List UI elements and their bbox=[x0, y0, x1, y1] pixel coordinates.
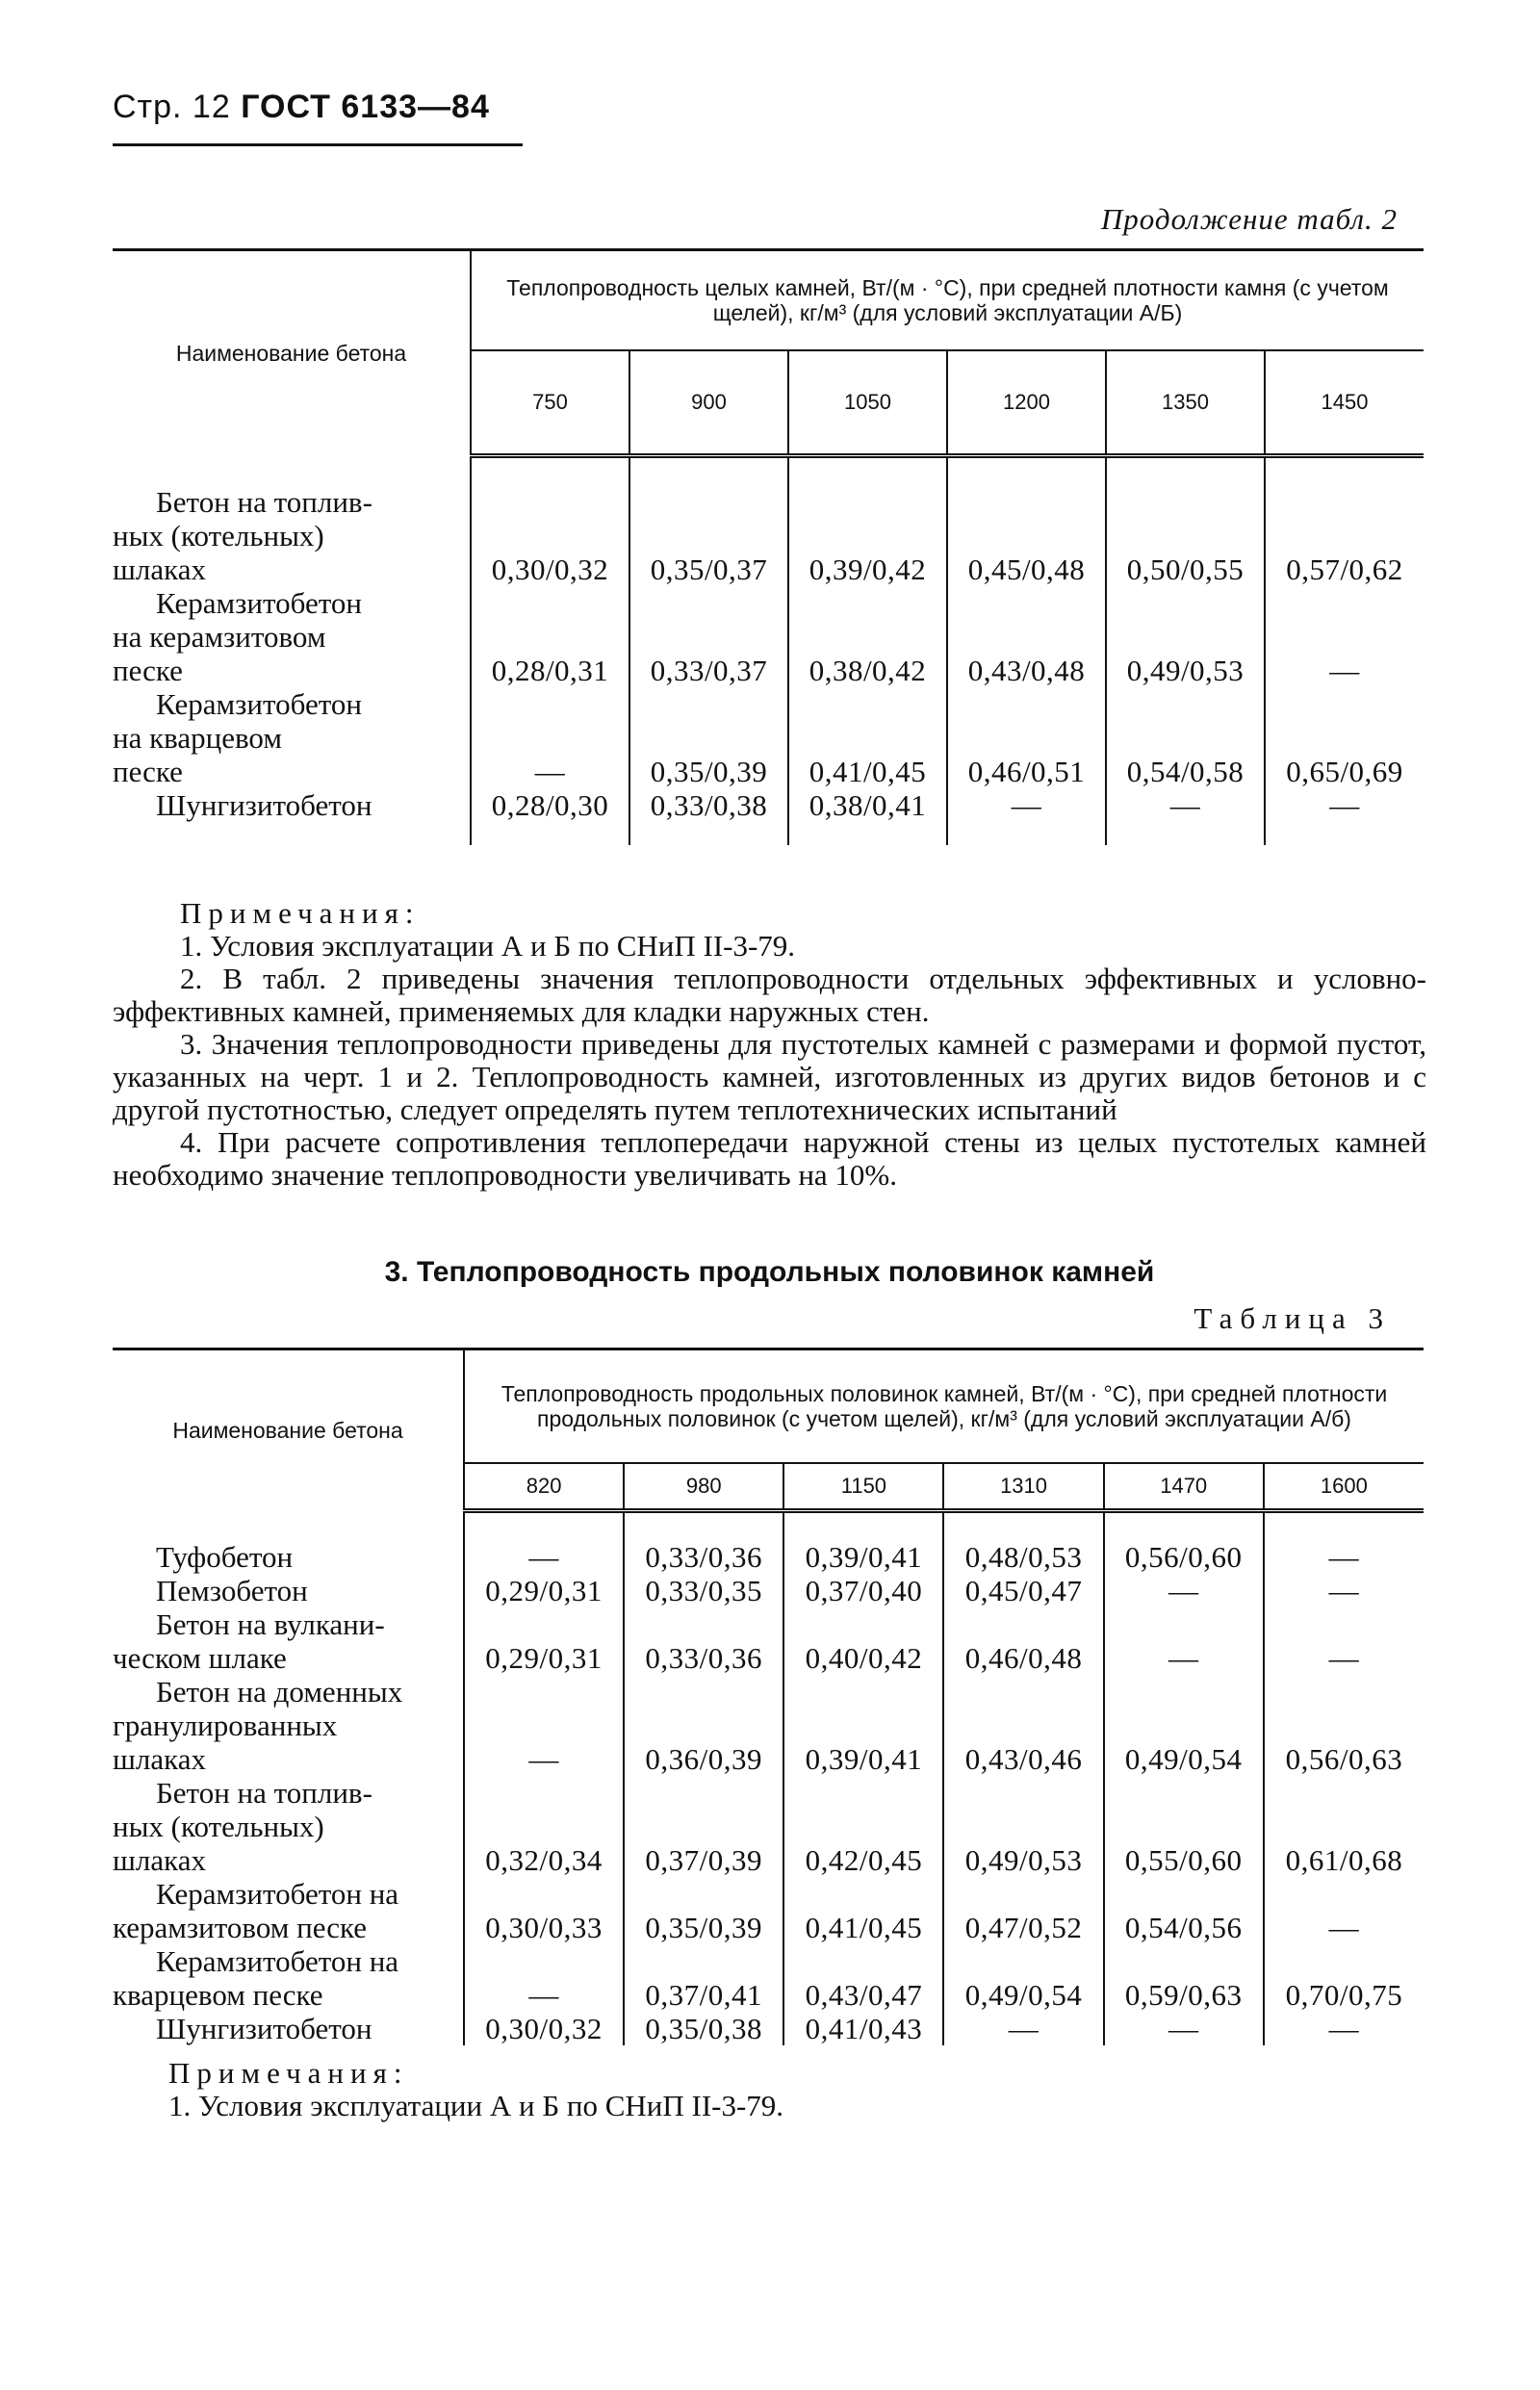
page-header bbox=[113, 89, 523, 146]
table-cell: 0,43/0,48 bbox=[947, 586, 1106, 687]
table-cell: — bbox=[1106, 788, 1265, 822]
table-cell: 0,56/0,60 bbox=[1104, 1540, 1264, 1574]
table3-density-header: 1470 bbox=[1104, 1463, 1264, 1511]
table-cell: 0,70/0,75 bbox=[1264, 1944, 1424, 2012]
table-cell: 0,56/0,63 bbox=[1264, 1675, 1424, 1776]
table-cell: 0,41/0,45 bbox=[788, 687, 947, 788]
table-cell: 0,65/0,69 bbox=[1265, 687, 1424, 788]
running-head bbox=[113, 89, 523, 126]
table-cell: 0,35/0,39 bbox=[629, 687, 788, 788]
concrete-name bbox=[113, 687, 471, 788]
table-cell: 0,28/0,30 bbox=[471, 788, 629, 822]
table-cell: 0,45/0,48 bbox=[947, 485, 1106, 586]
concrete-name bbox=[113, 788, 471, 822]
concrete-name bbox=[113, 1607, 464, 1675]
table-cell: — bbox=[1104, 1574, 1264, 1607]
table2-density-header: 900 bbox=[629, 350, 788, 456]
concrete-name bbox=[113, 1540, 464, 1574]
table3-density-header: 1150 bbox=[783, 1463, 943, 1511]
table-cell: 0,33/0,36 bbox=[624, 1540, 783, 1574]
table-cell: 0,48/0,53 bbox=[943, 1540, 1103, 1574]
concrete-name bbox=[113, 1574, 464, 1607]
concrete-name-line: Керамзитобетон bbox=[156, 586, 362, 620]
table2-density-header: 1450 bbox=[1265, 350, 1424, 456]
table-cell: — bbox=[1104, 1607, 1264, 1675]
concrete-name-line: Туфобетон bbox=[156, 1540, 294, 1574]
concrete-name-line: гранулированных bbox=[113, 1709, 338, 1742]
table-row bbox=[113, 1607, 1424, 1675]
table-cell: — bbox=[1264, 1877, 1424, 1944]
table-cell: — bbox=[943, 2012, 1103, 2045]
concrete-name-line: керамзитовом песке bbox=[113, 1911, 368, 1944]
table2-density-header: 1200 bbox=[947, 350, 1106, 456]
table2-density-header: 1350 bbox=[1106, 350, 1265, 456]
table-cell: 0,41/0,43 bbox=[783, 2012, 943, 2045]
concrete-name bbox=[113, 485, 471, 586]
concrete-name-line: Бетон на топлив- bbox=[156, 485, 372, 519]
header-rule bbox=[113, 143, 523, 146]
concrete-name bbox=[113, 1944, 464, 2012]
table2-density-header: 1050 bbox=[788, 350, 947, 456]
concrete-name bbox=[113, 1776, 464, 1877]
table-cell: 0,43/0,47 bbox=[783, 1944, 943, 2012]
table-cell: 0,30/0,32 bbox=[464, 2012, 624, 2045]
table-cell: 0,50/0,55 bbox=[1106, 485, 1265, 586]
concrete-name-line: на кварцевом bbox=[113, 721, 282, 755]
concrete-name-line: шлаках bbox=[113, 553, 206, 586]
concrete-name-line: Пемзобетон bbox=[156, 1574, 308, 1607]
table-cell: 0,41/0,45 bbox=[783, 1877, 943, 1944]
table-cell: — bbox=[464, 1540, 624, 1574]
table-cell: 0,28/0,31 bbox=[471, 586, 629, 687]
concrete-name-line: ных (котельных) bbox=[113, 1810, 324, 1843]
concrete-name-line: шлаках bbox=[113, 1742, 206, 1776]
concrete-name-line: ческом шлаке bbox=[113, 1641, 287, 1675]
table-cell: — bbox=[1265, 586, 1424, 687]
table-cell: 0,35/0,37 bbox=[629, 485, 788, 586]
table-cell: 0,30/0,32 bbox=[471, 485, 629, 586]
table-cell: 0,33/0,35 bbox=[624, 1574, 783, 1607]
table-cell: — bbox=[1104, 2012, 1264, 2045]
table2-group-header: Теплопроводность целых камней, Вт/(м · °С), при средней плотности камня (с учетом щелей), кг/м³ (для условий эксплуатации А/Б) bbox=[471, 250, 1424, 351]
table-row bbox=[113, 687, 1424, 788]
concrete-name-line: на керамзитовом bbox=[113, 620, 326, 654]
table-cell: 0,45/0,47 bbox=[943, 1574, 1103, 1607]
table-cell: 0,42/0,45 bbox=[783, 1776, 943, 1877]
table-cell: 0,54/0,56 bbox=[1104, 1877, 1264, 1944]
table-cell: — bbox=[1264, 1574, 1424, 1607]
concrete-name-line: Бетон на топлив- bbox=[156, 1776, 372, 1810]
table-cell: 0,39/0,42 bbox=[788, 485, 947, 586]
table-cell: — bbox=[1264, 1540, 1424, 1574]
table-row bbox=[113, 1540, 1424, 1574]
table-cell: 0,37/0,40 bbox=[783, 1574, 943, 1607]
notes-heading: Примечания: bbox=[180, 896, 421, 930]
table-cell: 0,38/0,41 bbox=[788, 788, 947, 822]
table-cell: 0,29/0,31 bbox=[464, 1574, 624, 1607]
note-item: 3. Значения теплопроводности приведены для пустотелых камней с размерами и формой пустот, указанных на черт. 1 и 2. Теплопроводность камней, изготовленных из других видов бетонов и с другой пустотностью, следует определять путем теплотехнических испытаний bbox=[113, 1027, 1426, 1126]
concrete-name-line: Керамзитобетон на bbox=[156, 1877, 399, 1911]
table3-name-header: Наименование бетона bbox=[113, 1349, 464, 1511]
concrete-name-line: Керамзитобетон на bbox=[156, 1944, 399, 1978]
table-cell: 0,39/0,41 bbox=[783, 1540, 943, 1574]
table-cell: — bbox=[471, 687, 629, 788]
table-3 bbox=[113, 1348, 1424, 2045]
concrete-name bbox=[113, 1675, 464, 1776]
table2-name-header: Наименование бетона bbox=[113, 250, 471, 456]
table2-density-header: 750 bbox=[471, 350, 629, 456]
table-cell: 0,55/0,60 bbox=[1104, 1776, 1264, 1877]
table-cell: 0,29/0,31 bbox=[464, 1607, 624, 1675]
table-cell: 0,38/0,42 bbox=[788, 586, 947, 687]
note-item: 2. В табл. 2 приведены значения теплопроводности отдельных эффективных и условно-эффективных камней, применяемых для кладки наружных стен. bbox=[113, 962, 1426, 1028]
table3-density-header: 1310 bbox=[943, 1463, 1103, 1511]
concrete-name-line: песке bbox=[113, 654, 183, 687]
table-cell: 0,36/0,39 bbox=[624, 1675, 783, 1776]
table-row bbox=[113, 1675, 1424, 1776]
table-row bbox=[113, 485, 1424, 586]
table-cell: 0,39/0,41 bbox=[783, 1675, 943, 1776]
concrete-name-line: ных (котельных) bbox=[113, 519, 324, 553]
concrete-name-line: кварцевом песке bbox=[113, 1978, 323, 2012]
table-row bbox=[113, 586, 1424, 687]
table-cell: 0,35/0,39 bbox=[624, 1877, 783, 1944]
table-cell: 0,54/0,58 bbox=[1106, 687, 1265, 788]
table-cell: 0,37/0,41 bbox=[624, 1944, 783, 2012]
table-row bbox=[113, 1877, 1424, 1944]
page-label: Стр. 12 bbox=[113, 89, 231, 125]
table-cell: — bbox=[464, 1675, 624, 1776]
concrete-name-line: Шунгизитобетон bbox=[156, 2012, 372, 2045]
standard-number: ГОСТ 6133—84 bbox=[241, 89, 490, 125]
table-cell: 0,40/0,42 bbox=[783, 1607, 943, 1675]
table-cell: 0,49/0,53 bbox=[1106, 586, 1265, 687]
table-row bbox=[113, 1574, 1424, 1607]
table-cell: 0,61/0,68 bbox=[1264, 1776, 1424, 1877]
concrete-name-line: Бетон на вулкани- bbox=[156, 1607, 385, 1641]
table3-label: Таблица 3 bbox=[1194, 1301, 1391, 1335]
concrete-name-line: шлаках bbox=[113, 1843, 206, 1877]
table3-density-header: 1600 bbox=[1264, 1463, 1424, 1511]
table2-notes bbox=[113, 897, 1426, 1192]
table-cell: 0,30/0,33 bbox=[464, 1877, 624, 1944]
table3-notes bbox=[113, 2057, 1426, 2122]
section-3-title: 3. Теплопроводность продольных половинок камней bbox=[384, 1256, 1155, 1288]
table-cell: — bbox=[1264, 1607, 1424, 1675]
table-cell: 0,35/0,38 bbox=[624, 2012, 783, 2045]
concrete-name bbox=[113, 1877, 464, 1944]
concrete-name-line: Бетон на доменных bbox=[156, 1675, 403, 1709]
table-cell: 0,32/0,34 bbox=[464, 1776, 624, 1877]
note-item: 1. Условия эксплуатации А и Б по СНиП II-3-79. bbox=[168, 2089, 784, 2122]
table-row bbox=[113, 1944, 1424, 2012]
concrete-name bbox=[113, 586, 471, 687]
table-cell: 0,49/0,53 bbox=[943, 1776, 1103, 1877]
table-cell: 0,59/0,63 bbox=[1104, 1944, 1264, 2012]
note-item: 4. При расчете сопротивления теплопередачи наружной стены из целых пустотелых камней необходимо значение теплопроводности увеличивать на 10%. bbox=[113, 1125, 1426, 1192]
table3-density-header: 980 bbox=[624, 1463, 783, 1511]
table-cell: 0,33/0,38 bbox=[629, 788, 788, 822]
table-cell: — bbox=[1264, 2012, 1424, 2045]
table2-continuation-label: Продолжение табл. 2 bbox=[1100, 202, 1398, 236]
concrete-name-line: Керамзитобетон bbox=[156, 687, 362, 721]
table-cell: 0,33/0,36 bbox=[624, 1607, 783, 1675]
table-cell: 0,46/0,51 bbox=[947, 687, 1106, 788]
table-2 bbox=[113, 248, 1424, 845]
table-row bbox=[113, 788, 1424, 822]
table-cell: — bbox=[464, 1944, 624, 2012]
table-cell: 0,49/0,54 bbox=[1104, 1675, 1264, 1776]
table-cell: 0,37/0,39 bbox=[624, 1776, 783, 1877]
note-item: 1. Условия эксплуатации А и Б по СНиП II-3-79. bbox=[180, 929, 796, 963]
concrete-name-line: Шунгизитобетон bbox=[156, 788, 372, 822]
table-cell: — bbox=[947, 788, 1106, 822]
table-cell: 0,43/0,46 bbox=[943, 1675, 1103, 1776]
table3-density-header: 820 bbox=[464, 1463, 624, 1511]
table-cell: 0,33/0,37 bbox=[629, 586, 788, 687]
table-cell: 0,47/0,52 bbox=[943, 1877, 1103, 1944]
table-row bbox=[113, 2012, 1424, 2045]
table3-group-header: Теплопроводность продольных половинок камней, Вт/(м · °С), при средней плотности продольных половинок (с учетом щелей), кг/м³ (для условий эксплуатации А/б) bbox=[464, 1349, 1424, 1464]
table-cell: 0,46/0,48 bbox=[943, 1607, 1103, 1675]
table-row bbox=[113, 1776, 1424, 1877]
concrete-name bbox=[113, 2012, 464, 2045]
concrete-name-line: песке bbox=[113, 755, 183, 788]
table-cell: — bbox=[1265, 788, 1424, 822]
table-cell: 0,57/0,62 bbox=[1265, 485, 1424, 586]
notes-heading: Примечания: bbox=[168, 2056, 409, 2090]
table-cell: 0,49/0,54 bbox=[943, 1944, 1103, 2012]
